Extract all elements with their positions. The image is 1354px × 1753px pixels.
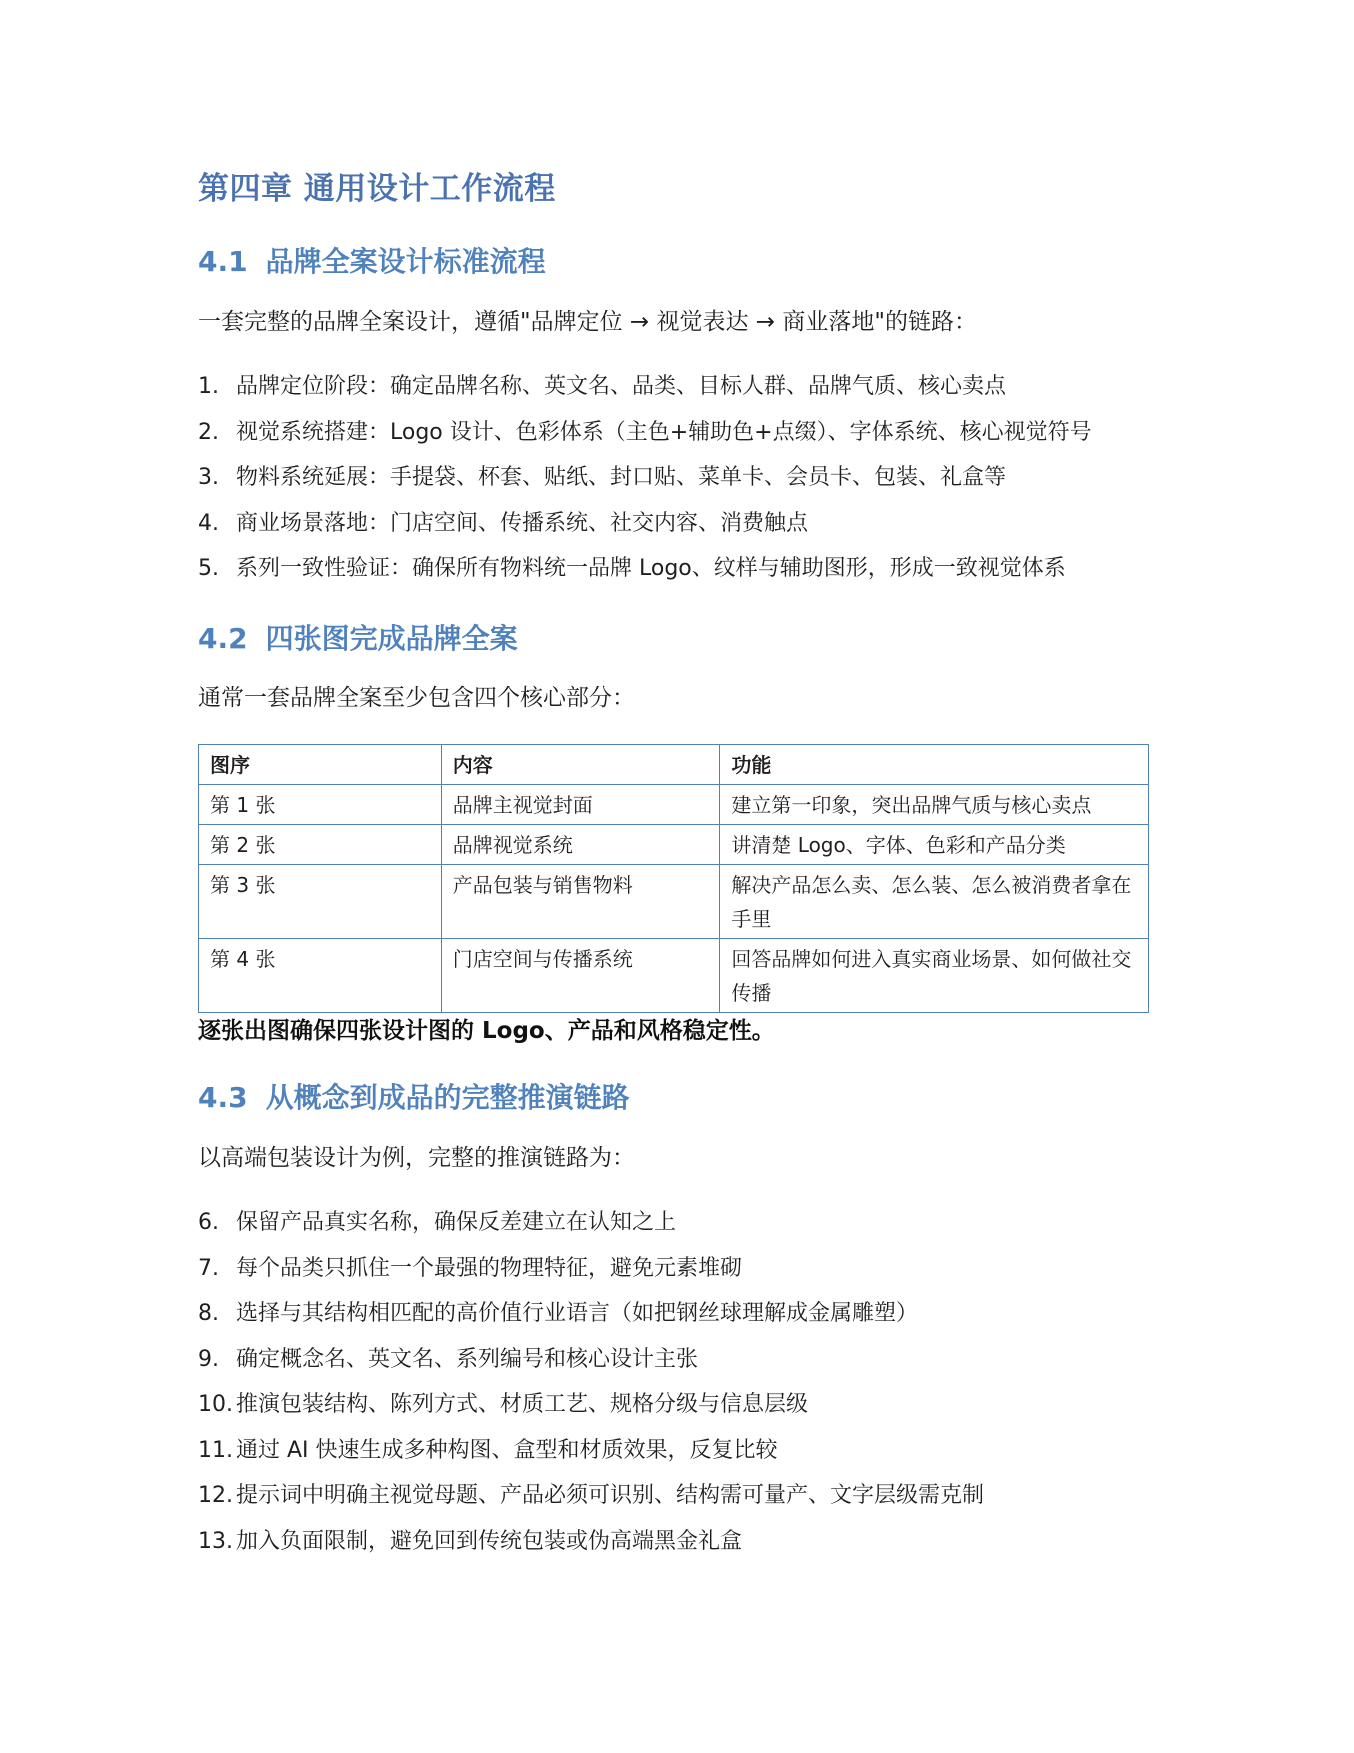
list-item-index: 3. — [198, 465, 219, 490]
section-title-4-3 — [198, 1076, 630, 1116]
table-header-cell: 功能 — [720, 745, 1149, 785]
deduction-chain-list — [198, 1200, 984, 1564]
list-item-index: 7. — [198, 1255, 219, 1281]
list-item-text: 提示词中明确主视觉母题、产品必须可识别、结构需可量产、文字层级需克制 — [236, 1483, 985, 1508]
section-number: 4.3 — [198, 1081, 248, 1114]
list-item-index: 12. — [198, 1483, 233, 1508]
list-item — [198, 1428, 984, 1474]
list-item — [198, 501, 1092, 547]
table-cell: 第 4 张 — [199, 939, 442, 1013]
list-item — [198, 1200, 984, 1246]
list-item — [198, 546, 1092, 592]
four-images-table — [198, 744, 1149, 1013]
table-cell: 品牌视觉系统 — [441, 825, 720, 865]
list-item — [198, 364, 1092, 410]
table-cell: 门店空间与传播系统 — [441, 939, 720, 1013]
table-row — [199, 785, 1149, 825]
table-cell: 产品包装与销售物料 — [441, 865, 720, 939]
list-item — [198, 1291, 984, 1337]
list-item — [198, 1382, 984, 1428]
section-number: 4.1 — [198, 245, 248, 278]
table-cell: 解决产品怎么卖、怎么装、怎么被消费者拿在手里 — [720, 865, 1149, 939]
list-item-text: 保留产品真实名称，确保反差建立在认知之上 — [236, 1210, 677, 1235]
list-item-text: 加入负面限制，避免回到传统包装或伪高端黑金礼盒 — [236, 1528, 743, 1554]
table-cell: 第 3 张 — [199, 865, 442, 939]
list-item-index: 5. — [198, 556, 219, 581]
list-item — [198, 410, 1092, 456]
table-cell: 第 2 张 — [199, 825, 442, 865]
table-cell: 回答品牌如何进入真实商业场景、如何做社交传播 — [720, 939, 1149, 1013]
section-heading-text: 品牌全案设计标准流程 — [265, 245, 546, 278]
section-title-4-1 — [198, 240, 546, 280]
table-note: 逐张出图确保四张设计图的 Logo、产品和风格稳定性。 — [198, 1018, 775, 1044]
section-intro-4-2: 通常一套品牌全案至少包含四个核心部分： — [198, 685, 635, 711]
list-item-index: 6. — [198, 1210, 219, 1235]
table-cell: 品牌主视觉封面 — [441, 785, 720, 825]
section-intro-4-3: 以高端包装设计为例，完整的推演链路为： — [198, 1145, 635, 1171]
list-item-text: 选择与其结构相匹配的高价值行业语言（如把钢丝球理解成金属雕塑） — [236, 1301, 919, 1326]
table-header-row — [199, 745, 1149, 785]
list-item-text: 商业场景落地：门店空间、传播系统、社交内容、消费触点 — [236, 510, 809, 536]
list-item — [198, 455, 1092, 501]
list-item-index: 8. — [198, 1301, 219, 1326]
list-item-text: 视觉系统搭建：Logo 设计、色彩体系（主色+辅助色+点缀）、字体系统、核心视觉符号 — [236, 419, 1092, 445]
list-item — [198, 1519, 984, 1565]
table-row — [199, 865, 1149, 939]
list-item-text: 通过 AI 快速生成多种构图、盒型和材质效果，反复比较 — [236, 1437, 778, 1463]
list-item-index: 2. — [198, 419, 219, 445]
section-title-4-2 — [198, 617, 518, 657]
list-item-index: 10. — [198, 1392, 233, 1417]
list-item-index: 9. — [198, 1346, 219, 1372]
list-item — [198, 1473, 984, 1519]
list-item-text: 推演包装结构、陈列方式、材质工艺、规格分级与信息层级 — [236, 1392, 809, 1417]
list-item — [198, 1337, 984, 1383]
table-cell: 第 1 张 — [199, 785, 442, 825]
list-item-text: 确定概念名、英文名、系列编号和核心设计主张 — [236, 1346, 699, 1372]
section-heading-text: 从概念到成品的完整推演链路 — [265, 1081, 630, 1114]
chapter-title: 第四章 通用设计工作流程 — [198, 171, 556, 207]
list-item-index: 4. — [198, 510, 219, 536]
list-item-text: 系列一致性验证：确保所有物料统一品牌 Logo、纹样与辅助图形，形成一致视觉体系 — [236, 556, 1066, 581]
table-cell: 讲清楚 Logo、字体、色彩和产品分类 — [720, 825, 1149, 865]
list-item-text: 品牌定位阶段：确定品牌名称、英文名、品类、目标人群、品牌气质、核心卖点 — [236, 374, 1007, 399]
section-number: 4.2 — [198, 622, 248, 655]
list-item-index: 13. — [198, 1528, 233, 1554]
table-row — [199, 825, 1149, 865]
list-item-index: 1. — [198, 374, 219, 399]
list-item-index: 11. — [198, 1437, 233, 1463]
list-item-text: 每个品类只抓住一个最强的物理特征，避免元素堆砌 — [236, 1255, 743, 1281]
table-cell: 建立第一印象，突出品牌气质与核心卖点 — [720, 785, 1149, 825]
table-header-cell: 图序 — [199, 745, 442, 785]
table-row — [199, 939, 1149, 1013]
table-header-cell: 内容 — [441, 745, 720, 785]
section-heading-text: 四张图完成品牌全案 — [265, 622, 518, 655]
list-item-text: 物料系统延展：手提袋、杯套、贴纸、封口贴、菜单卡、会员卡、包装、礼盒等 — [236, 465, 1007, 490]
list-item — [198, 1246, 984, 1292]
workflow-steps-list — [198, 364, 1092, 592]
section-intro-4-1: 一套完整的品牌全案设计，遵循"品牌定位 → 视觉表达 → 商业落地"的链路： — [198, 309, 977, 335]
